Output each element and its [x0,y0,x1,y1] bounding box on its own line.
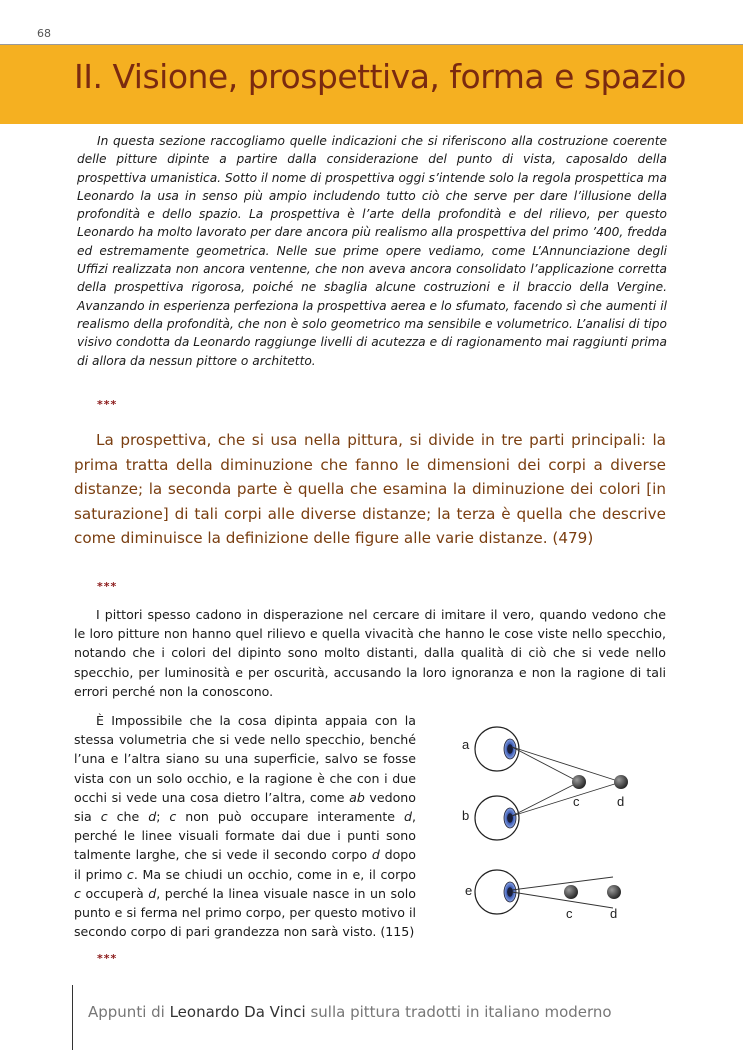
mirror-text-segment: occuperà [80,885,149,901]
mirror-text-segment: ; [156,809,170,825]
mirror-text-segment: che [107,809,149,825]
eye-b [475,796,519,840]
paragraph-mirror [74,711,416,941]
section-title: II. Visione, prospettiva, forma e spazio [74,57,686,96]
mirror-text-segment: d [148,885,157,901]
body-d-e [607,885,621,899]
label-a: a [462,737,470,752]
footer-author: Leonardo Da Vinci [169,1003,306,1021]
eye-a [475,727,519,771]
mirror-text-segment: non può occupare interamente [176,809,404,825]
mirror-text-segment: c [169,809,177,825]
mirror-text-segment: c [100,809,108,825]
mirror-text-segment: d [371,847,380,863]
mirror-text-segment: c [74,885,81,901]
visual-lines-ab [512,747,621,816]
label-d-e: d [610,906,618,921]
mirror-text-segment: ab [349,789,365,805]
label-c: c [573,794,580,809]
title-band [0,45,743,124]
separator-2: *** [97,580,118,593]
mirror-text-segment: dopo il primo [74,847,416,882]
body-c [572,775,586,789]
label-e: e [465,883,473,898]
separator-3: *** [97,952,118,965]
body-d [614,775,628,789]
intro-paragraph: In questa sezione raccogliamo quelle indicazioni che si riferiscono alla costruzione coerente delle pitture dipinte a partire dalla considerazione del punto di vista, caposaldo della prospettiva umanistica. Sotto il nome di prospettiva oggi s’intende solo la regola prospettica ma Leonardo la usa in senso più ampio includendo tutto ciò che serve per dare l’illusione della profondità e dello spazio. La prospettiva è l’arte della profondità e del rilievo, per questo Leonardo ha molto lavorato per dare ancora più realismo alla prospettiva del primo ’400, fredda ed estremamente geometrica. Nelle sue prime opere vediamo, come L’Annunciazione degli Uffizi realizzata non ancora ventenne, che non aveva ancora consolidato l’applicazione corretta della prospettiva rigorosa, poiché ne sbaglia alcune costruzioni e il braccio della Vergine. Avanzando in esperienza perfeziona la prospettiva aerea e lo sfumato, facendo sì che aumenti il realismo della profondità, che non è solo geometrico ma sensibile e volumetrico. L’analisi di tipo visivo condotta da Leonardo raggiunge livelli di acutezza e di ragionamento mai raggiunti prima di allora da nessun pittore o architetto. [77,134,667,368]
footer-rule [72,985,73,1050]
mirror-text-segment: , perché la linea visuale nasce in un solo punto e si ferma nel primo corpo, per questo motivo il secondo corpo di pari grandezza non sarà visto. (115) [74,885,416,940]
mirror-text-segment: d [148,809,157,825]
mirror-text-segment: , perché le linee visuali formate dai due i punti sono talmente larghe, che si vede il secondo corpo [74,809,416,863]
label-d: d [617,794,625,809]
mirror-text-segment: d [403,809,412,825]
body-c-e [564,885,578,899]
mirror-text-segment: . Ma se chiudi un occhio, come in e, il corpo [133,866,416,882]
label-c-e: c [566,906,573,921]
mirror-text-segment: È Impossibile che la cosa dipinta appaia con la stessa volumetria che si vede nello specchio, benché l’una e l’altra siano su una superficie, salvo se fosse vista con un solo occhio, e la ragione è che con i due occhi si vede una cosa dietro l’altra, come [74,713,416,805]
page-number: 68 [37,27,51,40]
footer-suffix: sulla pittura tradotti in italiano moderno [305,1003,612,1021]
footer [88,1003,612,1021]
visual-lines-e [512,877,613,908]
mirror-text-segment: c [126,866,134,882]
footer-prefix: Appunti di [88,1003,170,1021]
separator-1: *** [97,398,118,411]
mirror-text-segment: vedono sia [74,789,416,825]
paragraph-painters: I pittori spesso cadono in disperazione nel cercare di imitare il vero, quando vedono che le loro pitture non hanno quel rilievo e quella vivacità che hanno le cose viste nello specchio, notando che i colori del dipinto sono molto distanti, dalla qualità di ciò che si vede nello specchio, per luminosità e per oscurità, accusando la loro ignoranza e non la ragione di tali errori perché non la conoscono. [74,607,666,699]
eye-diagram [455,720,655,930]
label-b: b [462,808,470,823]
quote-paragraph: La prospettiva, che si usa nella pittura, si divide in tre parti principali: la prima tratta della diminuzione che fanno le dimensioni dei corpi a diverse distanze; la seconda parte è quella che esamina la diminuzione dei colori [in saturazione] di tali corpi alle diverse distanze; la terza è quella che descrive come diminuisce la definizione delle figure alle varie distanze. (479) [74,431,666,548]
